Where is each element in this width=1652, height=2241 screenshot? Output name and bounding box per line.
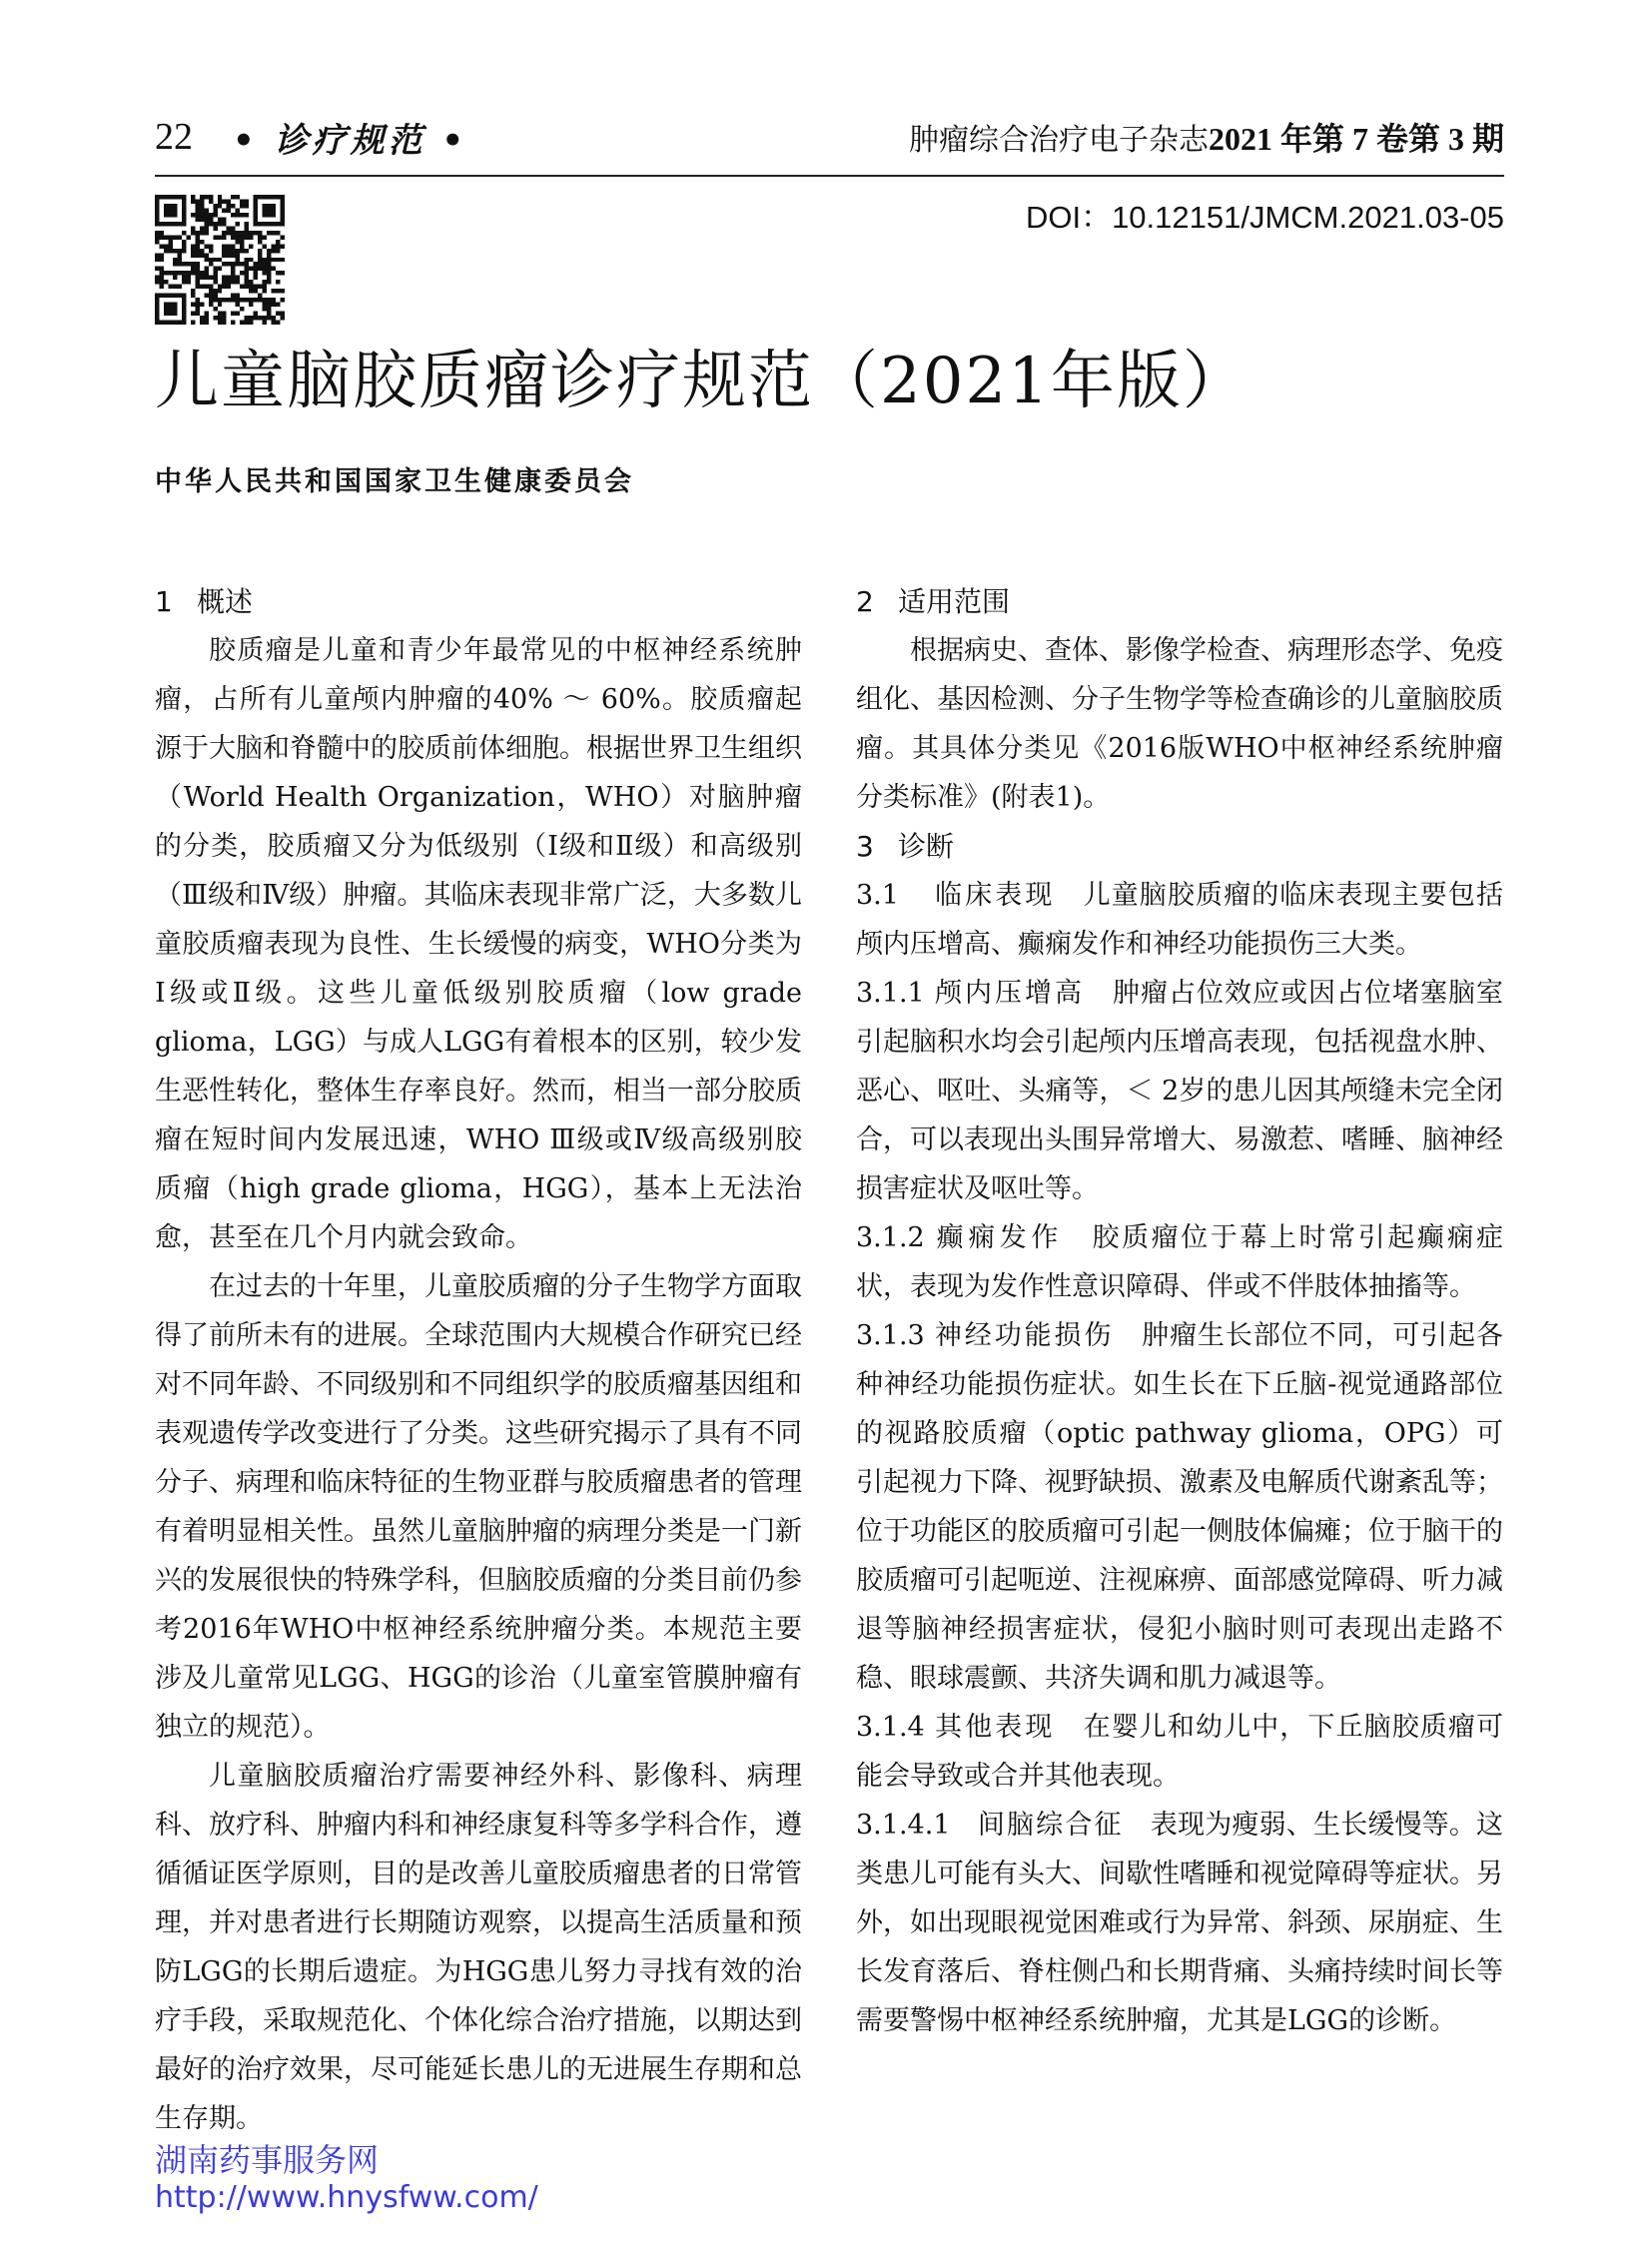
paragraph-3-1-3 xyxy=(856,1311,1503,1703)
paragraph-3-1 xyxy=(856,871,1503,969)
subsection-text: 儿童脑胶质瘤的临床表现主要包括颅内压增高、癫痫发作和神经功能损伤三大类。 xyxy=(856,880,1504,960)
subsection-number: 3.1.3 xyxy=(856,1320,925,1351)
paragraph-overview-1: 胶质瘤是儿童和青少年最常见的中枢神经系统肿瘤，占所有儿童颅内肿瘤的40% ～ 60%。胶质瘤起源于大脑和脊髓中的胶质前体细胞。根据世界卫生组织（World Health Organization，WHO）对脑肿瘤的分类，胶质瘤又分为低级别（Ⅰ级和Ⅱ级）和高级别（Ⅲ级和Ⅳ级）肿瘤。其临床表现非常广泛，大多数儿童胶质瘤表现为良性、生长缓慢的病变，WHO分类为Ⅰ级或Ⅱ级。这些儿童低级别胶质瘤（low grade glioma，LGG）与成人LGG有着根本的区别，较少发生恶性转化，整体生存率良好。然而，相当一部分胶质瘤在短时间内发展迅速，WHO Ⅲ级或Ⅳ级高级别胶质瘤（high grade glioma，HGG），基本上无法治愈，甚至在几个月内就会致命。 xyxy=(155,635,802,1253)
heading-number: 2 xyxy=(856,585,874,618)
subsection-text: 肿瘤生长部位不同，可引起各种神经功能损伤症状。如生长在下丘脑-视觉通路部位的视路胶质瘤（optic pathway glioma，OPG）可引起视力下降、视野缺损、激素及电解质代谢紊乱等；位于功能区的胶质瘤可引起一侧肢体偏瘫；位于脑干的胶质瘤可引起呃逆、注视麻痹、面部感觉障碍、听力减退等脑神经损害症状，侵犯小脑时则可表现出走路不稳、眼球震颤、共济失调和肌力减退等。 xyxy=(856,1320,1504,1694)
running-header-right xyxy=(909,112,1504,162)
heading-section-1 xyxy=(155,577,802,626)
left-column xyxy=(155,577,802,2143)
journal-name: 肿瘤综合治疗电子杂志 xyxy=(908,123,1209,158)
doi: DOI：10.12151/JMCM.2021.03-05 xyxy=(1025,200,1504,235)
subsection-label: 颅内压增高 xyxy=(934,978,1085,1009)
paragraph-3-1-4 xyxy=(856,1703,1503,1801)
right-column xyxy=(856,577,1503,2045)
subsection-text: 在婴儿和幼儿中，下丘脑胶质瘤可能会导致或合并其他表现。 xyxy=(856,1712,1504,1792)
subsection-label: 神经功能损伤 xyxy=(934,1320,1115,1351)
subsection-text: 肿瘤占位效应或因占位堵塞脑室引起脑积水均会引起颅内压增高表现，包括视盘水肿、恶心、呕吐、头痛等，＜ 2岁的患儿因其颅缝未完全闭合，可以表现出头围异常增大、易激惹、嗜睡、脑神经损害症状及呕吐等。 xyxy=(856,978,1503,1204)
header-rule xyxy=(155,175,1504,177)
subsection-label: 其他表现 xyxy=(934,1712,1056,1743)
paragraph-3-1-1 xyxy=(856,969,1503,1213)
heading-text: 适用范围 xyxy=(898,585,1011,618)
subsection-label: 间脑综合征 xyxy=(977,1810,1124,1841)
subsection-text: 胶质瘤位于幕上时常引起癫痫症状，表现为发作性意识障碍、伴或不伴肢体抽搐等。 xyxy=(856,1222,1504,1302)
paragraph-scope: 根据病史、查体、影像学检查、病理形态学、免疫组化、基因检测、分子生物学等检查确诊的儿童脑胶质瘤。其具体分类见《2016版WHO中枢神经系统肿瘤分类标准》(附表1)。 xyxy=(856,635,1503,813)
paragraph-overview-3: 儿童脑胶质瘤治疗需要神经外科、影像科、病理科、放疗科、肿瘤内科和神经康复科等多学科合作，遵循循证医学原则，目的是改善儿童胶质瘤患者的日常管理，并对患者进行长期随访观察，以提高生活质量和预防LGG的长期后遗症。为HGG患儿努力寻找有效的治疗手段，采取规范化、个体化综合治疗措施，以期达到最好的治疗效果，尽可能延长患儿的无进展生存期和总生存期。 xyxy=(155,1761,802,2134)
heading-number: 3 xyxy=(856,830,874,863)
issue-info: 2021 年第 7 卷第 3 期 xyxy=(1208,121,1504,157)
subsection-number: 3.1 xyxy=(856,880,899,911)
subsection-number: 3.1.2 xyxy=(856,1222,925,1253)
subsection-number: 3.1.4.1 xyxy=(856,1810,951,1841)
paragraph-3-1-2 xyxy=(856,1213,1503,1311)
article-author: 中华人民共和国国家卫生健康委员会 xyxy=(155,466,634,497)
watermark-url[interactable]: http://www.hnysfww.com/ xyxy=(155,2180,538,2215)
heading-text: 诊断 xyxy=(898,830,955,863)
heading-number: 1 xyxy=(155,585,173,618)
subsection-number: 3.1.1 xyxy=(856,978,925,1009)
heading-section-2 xyxy=(856,577,1503,626)
subsection-label: 癫痫发作 xyxy=(934,1222,1063,1253)
subsection-number: 3.1.4 xyxy=(856,1712,925,1743)
section-label: • 诊疗规范 • xyxy=(233,120,468,161)
heading-text: 概述 xyxy=(197,585,254,618)
subsection-text: 表现为瘦弱、生长缓慢等。这类患儿可能有头大、间歇性嗜睡和视觉障碍等症状。另外，如出现眼视觉困难或行为异常、斜颈、尿崩症、生长发育落后、脊柱侧凸和长期背痛、头痛持续时间长等需要警惕中枢神经系统肿瘤，尤其是LGG的诊断。 xyxy=(856,1810,1504,2036)
page-number: 22 xyxy=(155,116,193,158)
watermark-name: 湖南药事服务网 xyxy=(155,2141,380,2179)
heading-section-3 xyxy=(856,822,1503,871)
qr-code xyxy=(155,195,285,325)
paragraph-overview-2: 在过去的十年里，儿童胶质瘤的分子生物学方面取得了前所未有的进展。全球范围内大规模合作研究已经对不同年龄、不同级别和不同组织学的胶质瘤基因组和表观遗传学改变进行了分类。这些研究揭示了具有不同分子、病理和临床特征的生物亚群与胶质瘤患者的管理有着明显相关性。虽然儿童脑肿瘤的病理分类是一门新兴的发展很快的特殊学科，但脑胶质瘤的分类目前仍参考2016年WHO中枢神经系统肿瘤分类。本规范主要涉及儿童常见LGG、HGG的诊治（儿童室管膜肿瘤有独立的规范）。 xyxy=(155,1271,802,1743)
running-header-left xyxy=(155,112,467,162)
paragraph-3-1-4-1 xyxy=(856,1801,1503,2045)
watermark xyxy=(155,2140,538,2216)
subsection-label: 临床表现 xyxy=(934,880,1056,911)
article-title: 儿童脑胶质瘤诊疗规范（2021年版） xyxy=(155,345,1248,418)
